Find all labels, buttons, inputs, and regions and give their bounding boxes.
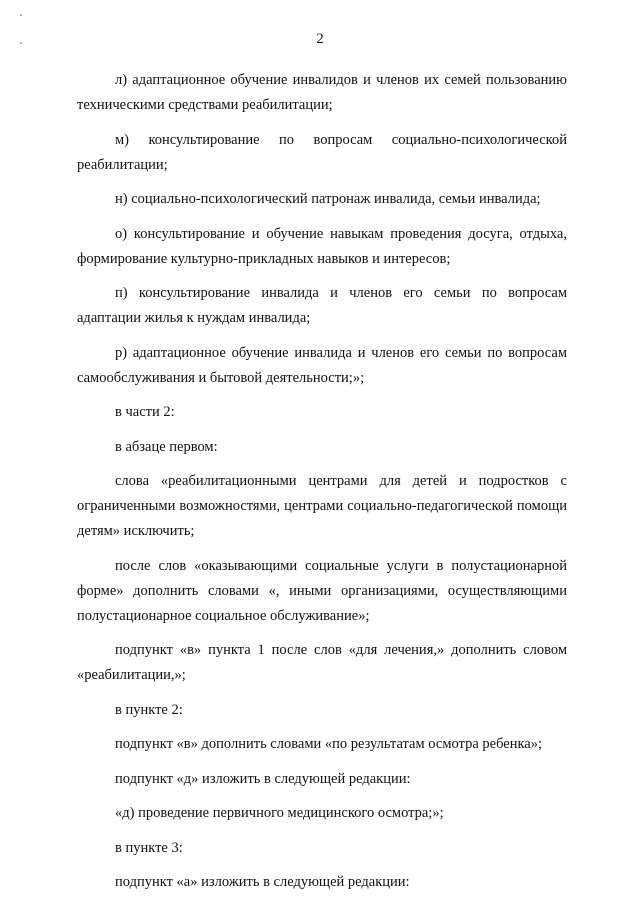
- paragraph-subitem-a: подпункт «а» изложить в следующей редакции:: [115, 874, 410, 890]
- paragraph-o: о) консультирование и обучение навыкам проведения досуга, отдыха, формирование культурно-прикладных навыков и интересов;: [77, 225, 567, 267]
- paragraph-subitem-v: подпункт «в» дополнить словами «по результатам осмотра ребенка»;: [115, 736, 542, 752]
- paragraph-item-2: в пункте 2:: [115, 701, 183, 718]
- paragraph-subitem-d-text: «д) проведение первичного медицинского осмотра;»;: [115, 805, 444, 821]
- paragraph-item-3: в пункте 3:: [115, 839, 183, 856]
- paragraph-p: п) консультирование инвалида и членов его семьи по вопросам адаптации жилья к нуждам инвалида;: [77, 285, 567, 326]
- paragraph-subitem-v-item-1: подпункт «в» пункта 1 после слов «для лечения,» дополнить словом «реабилитации,»;: [77, 642, 567, 683]
- paragraph-part-2: в части 2:: [115, 404, 175, 420]
- document-body: [77, 68, 567, 905]
- paragraph-m: м) консультирование по вопросам социально-психологической реабилитации;: [77, 131, 567, 173]
- paragraph-n: н) социально-психологический патронаж инвалида, семьи инвалида;: [115, 191, 541, 207]
- paragraph-r: р) адаптационное обучение инвалида и членов его семьи по вопросам самообслуживания и бытовой деятельности;»;: [77, 344, 567, 386]
- scan-mark: [20, 14, 22, 16]
- paragraph-after-words: после слов «оказывающими социальные услуги в полустационарной форме» дополнить словами «, иными организациями, осуществляющими полустационарное социальное обслуживание»;: [77, 557, 567, 624]
- paragraph-words-exclude: слова «реабилитационными центрами для детей и подростков с ограниченными возможностями, центрами социально-педагогической помощи детям» исключить;: [77, 473, 567, 539]
- paragraph-subitem-d: подпункт «д» изложить в следующей редакции:: [115, 770, 411, 787]
- page-number: 2: [316, 31, 324, 47]
- paragraph-l: л) адаптационное обучение инвалидов и членов их семей пользованию техническими средствами реабилитации;: [77, 72, 567, 113]
- paragraph-first-indent: в абзаце первом:: [115, 438, 218, 455]
